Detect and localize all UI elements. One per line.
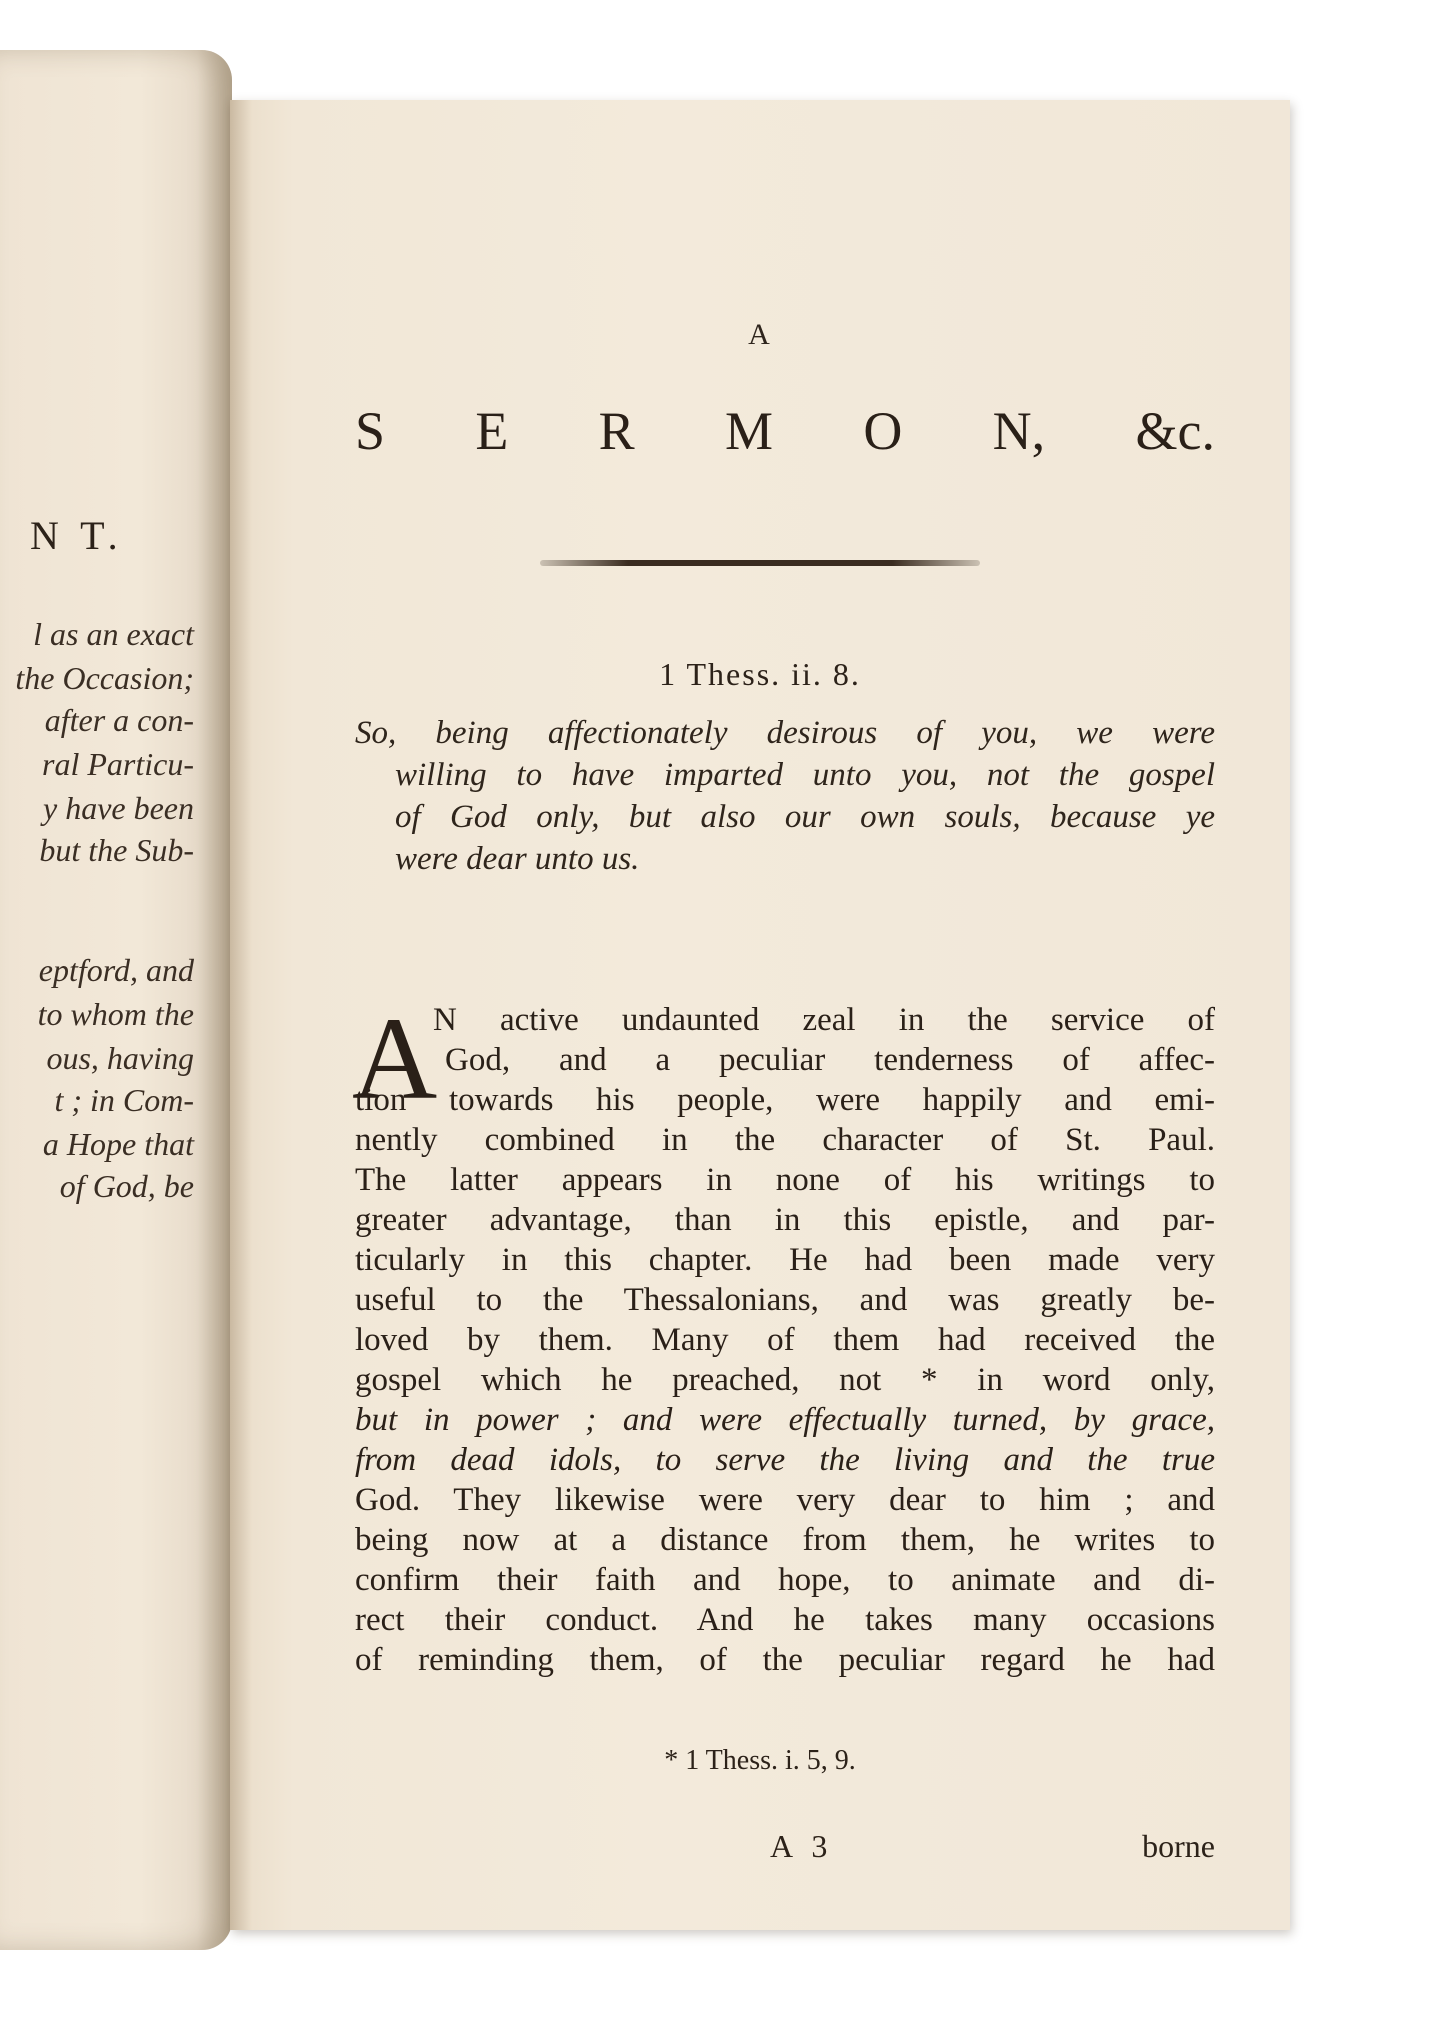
sermon-body — [355, 1000, 1215, 1680]
body-line: nently combined in the character of St. Paul. — [355, 1122, 1215, 1158]
decorative-rule — [540, 560, 980, 566]
body-line: N active undaunted zeal in the service of — [433, 1002, 1215, 1038]
title-letter: S — [355, 401, 386, 461]
body-line: loved by them. Many of them had received the — [355, 1322, 1215, 1358]
epigraph-line: So, being affectionately desirous of you, we were — [355, 715, 1215, 751]
body-line: The latter appears in none of his writings to — [355, 1162, 1215, 1198]
body-line: but in power ; and were effectually turned, by grace, — [355, 1402, 1215, 1438]
body-line: confirm their faith and hope, to animate and di- — [355, 1562, 1215, 1598]
body-line: God, and a peculiar tenderness of affec- — [445, 1042, 1215, 1078]
left-page-heading: N T. — [30, 513, 124, 558]
body-line: rect their conduct. And he takes many occasions — [355, 1602, 1215, 1638]
body-line: from dead idols, to serve the living and the true — [355, 1442, 1215, 1478]
title-letter: N, — [992, 401, 1046, 461]
title-letter: O — [863, 401, 903, 461]
left-page-line: of God, be — [59, 1168, 194, 1204]
left-page-line: the Occasion; — [15, 660, 194, 696]
epigraph-line: willing to have imparted unto you, not the gospel — [395, 757, 1215, 793]
sermon-title — [355, 400, 1215, 462]
body-line: gospel which he preached, not * in word only, — [355, 1362, 1215, 1398]
title-article: A — [748, 318, 772, 351]
sermon-page — [230, 100, 1290, 1930]
title-letter: R — [598, 401, 635, 461]
left-page-line: y have been — [42, 790, 194, 826]
title-letter: M — [725, 401, 774, 461]
left-page-line: t ; in Com- — [54, 1082, 194, 1118]
left-page-line: l as an exact — [33, 616, 194, 652]
left-page-line: to whom the — [37, 996, 194, 1032]
left-page-line: ral Particu- — [42, 746, 194, 782]
body-line: ticularly in this chapter. He had been made very — [355, 1242, 1215, 1278]
left-page-line: but the Sub- — [39, 832, 194, 868]
scripture-epigraph — [355, 712, 1215, 880]
body-line: useful to the Thessalonians, and was greatly be- — [355, 1282, 1215, 1318]
scripture-reference: 1 Thess. ii. 8. — [659, 656, 861, 692]
drop-cap: A — [352, 993, 438, 1124]
left-page-line: ous, having — [46, 1040, 194, 1076]
facing-page-left — [0, 50, 232, 1950]
left-page-line: eptford, and — [38, 952, 194, 988]
catchword: borne — [1142, 1828, 1215, 1864]
signature-mark: A 3 — [770, 1828, 834, 1864]
body-line: tion towards his people, were happily and emi- — [355, 1082, 1215, 1118]
left-page-line: after a con- — [44, 702, 194, 738]
body-line: of reminding them, of the peculiar regard he had — [355, 1642, 1215, 1678]
body-line: God. They likewise were very dear to him ; and — [355, 1482, 1215, 1518]
epigraph-line: of God only, but also our own souls, because ye — [395, 799, 1215, 835]
left-page-line: a Hope that — [42, 1126, 194, 1162]
footnote: * 1 Thess. i. 5, 9. — [664, 1745, 856, 1776]
body-line: being now at a distance from them, he writes to — [355, 1522, 1215, 1558]
title-letter: E — [475, 401, 509, 461]
epigraph-line: were dear unto us. — [395, 841, 640, 877]
body-line: greater advantage, than in this epistle, and par- — [355, 1202, 1215, 1238]
title-letter: &c. — [1135, 401, 1215, 461]
